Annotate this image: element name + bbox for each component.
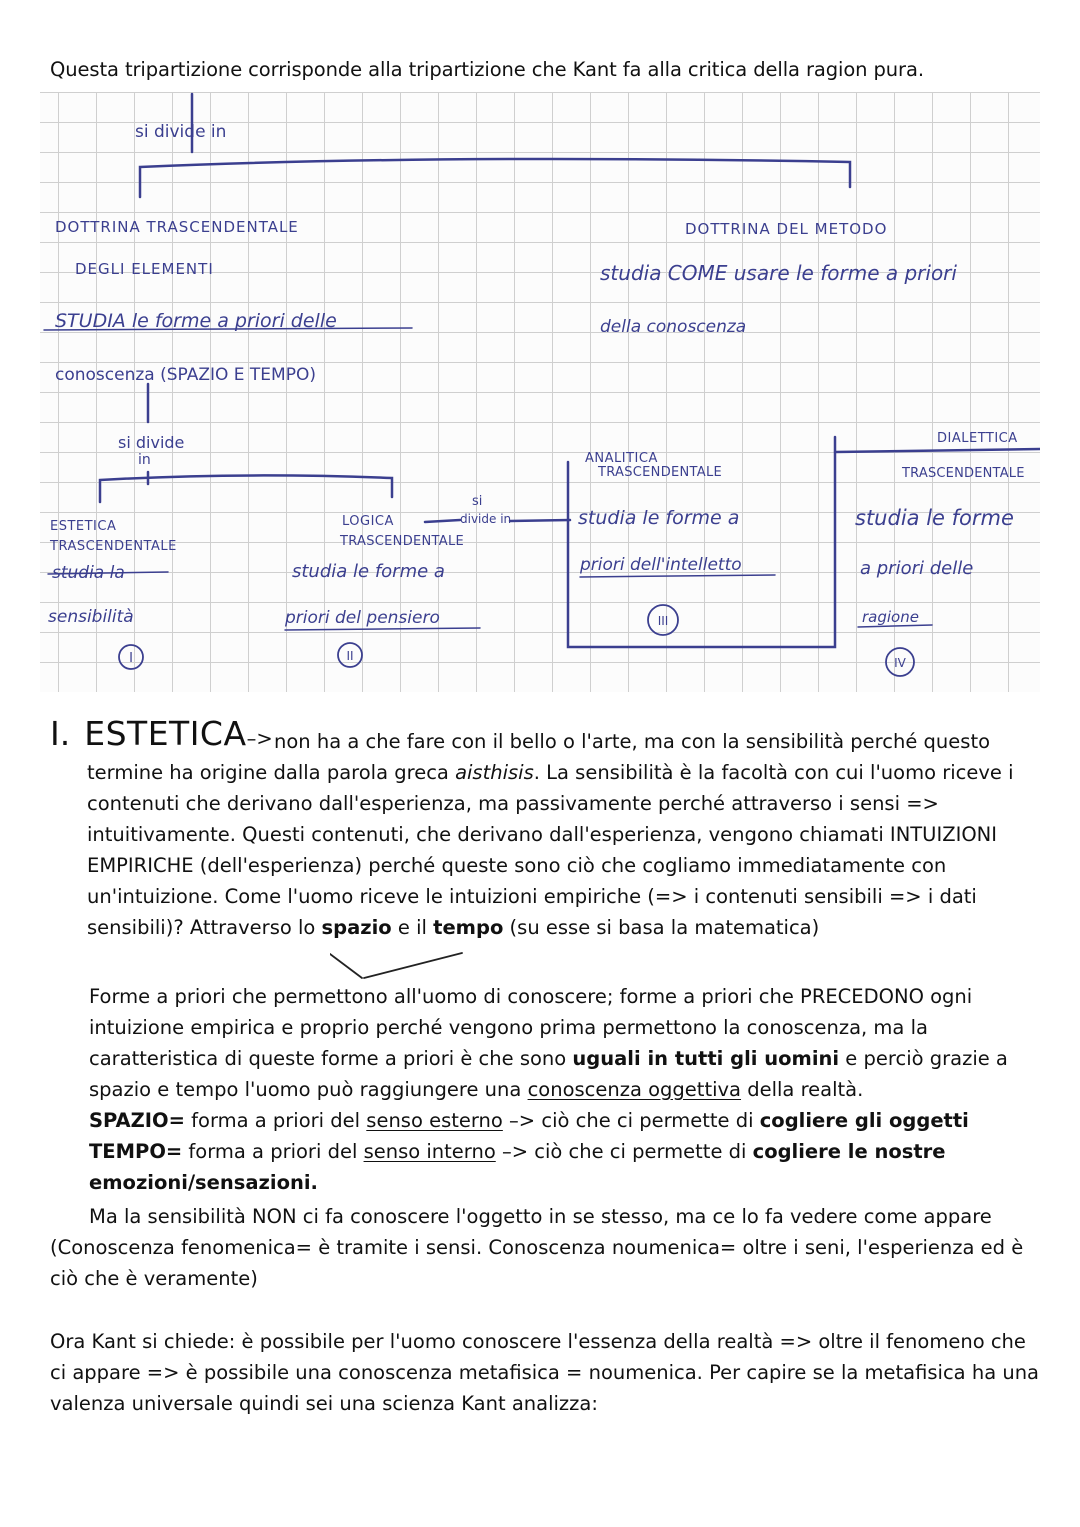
logica-title-2: TRASCENDENTALE [340, 534, 465, 549]
dialettica-title-1: DIALETTICA [937, 431, 1018, 446]
logica-divide-1: si [472, 494, 483, 509]
logica-divide-2: divide in [460, 512, 512, 526]
p1-text-c: e il [391, 916, 434, 939]
estetica-title-2: TRASCENDENTALE [50, 539, 177, 554]
analitica-number: III [657, 614, 669, 628]
logica-desc-1: studia le forme a [292, 561, 445, 582]
paragraph-estetica [87, 726, 1047, 943]
estetica-title-1: ESTETICA [50, 519, 117, 534]
logica-desc-2: priori del pensiero [285, 608, 440, 628]
section-number: I. [50, 714, 71, 753]
sub-divide-label-2: in [138, 452, 151, 468]
doctrine-elements-title-1: DOTTRINA TRASCENDENTALE [55, 218, 299, 236]
section-title: ESTETICA [84, 714, 247, 753]
sub-divide-label-1: si divide [118, 433, 185, 452]
p3-text-a: Ma la sensibilità NON ci fa conoscere l'oggetto in se stesso, ma ce lo fa vedere come appare [89, 1205, 992, 1228]
p1-italic: aisthisis [455, 761, 534, 784]
dialettica-number: IV [894, 656, 906, 670]
dialettica-desc-1: studia le forme [855, 506, 1014, 530]
dialettica-desc-3: ragione [862, 608, 919, 626]
p1-text-a: non ha a che fare con il bello o l'arte, ma con la sensibilità perché questo termine ha origine dalla parola greca [87, 730, 991, 784]
top-label: si divide in [135, 122, 227, 142]
p2-text-b: e perciò grazie a spazio e tempo l'uomo può raggiungere una [89, 1047, 1008, 1101]
analitica-title-2: TRASCENDENTALE [598, 465, 723, 480]
logica-title-1: LOGICA [342, 514, 394, 529]
logica-number: II [346, 649, 354, 663]
p2-underline: conoscenza oggettiva [527, 1078, 742, 1101]
p1-text-b: . La sensibilità è la facoltà con cui l'uomo riceve i contenuti che derivano dall'esperienza, ma passivamente perché attraverso i sensi => intuitivamente. Questi contenuti, che derivano dall'esperienza, vengono chiamati INTUIZIONI EMPIRICHE (dell'esperienza) perché queste sono ciò che cogliamo immediatamente con un'intuizione. Come l'uomo riceve le intuizioni empiriche (=> i contenuti sensibili => i dati sensibili)? Attraverso lo [87, 761, 1014, 939]
doctrine-elements-title-2: DEGLI ELEMENTI [75, 260, 214, 278]
doctrine-method-desc-1: studia COME usare le forme a priori [600, 261, 957, 285]
estetica-number: I [129, 651, 133, 666]
section-arrow: –> [246, 727, 273, 750]
dialettica-title-2: TRASCENDENTALE [902, 466, 1025, 481]
analitica-desc-1: studia le forme a [578, 507, 740, 529]
paragraph-forme [89, 981, 1049, 1198]
analitica-title-1: ANALITICA [585, 451, 658, 466]
dialettica-desc-2: a priori delle [860, 558, 974, 579]
handwritten-diagram [40, 92, 1040, 692]
tempo-definition: TEMPO= forma a priori del senso interno –> ciò che ci permette di cogliere le nostre emozioni/sensazioni. [89, 1140, 946, 1194]
spazio-definition: SPAZIO= forma a priori del senso esterno –> ciò che ci permette di cogliere gli oggetti [89, 1109, 969, 1132]
analitica-desc-2: priori dell'intelletto [580, 555, 742, 575]
estetica-desc-1: studia la [52, 563, 125, 583]
p1-bold-tempo: tempo [433, 916, 504, 939]
paragraph-metafisica [50, 1326, 1040, 1419]
paragraph-fenomeno [50, 1201, 1040, 1294]
p2-text-a: Forme a priori che permettono all'uomo di conoscere; forme a priori che PRECEDONO ogni intuizione empirica e proprio perché vengono prima permettono la conoscenza, ma la caratteristica di queste forme a priori è che sono [89, 985, 973, 1070]
p1-bold-spazio: spazio [321, 916, 392, 939]
doctrine-elements-desc-2: conoscenza (SPAZIO E TEMPO) [55, 365, 316, 385]
doctrine-method-desc-2: della conoscenza [600, 317, 747, 337]
doctrine-elements-desc-1: STUDIA le forme a priori delle [55, 310, 337, 332]
estetica-desc-2: sensibilità [48, 607, 134, 627]
p2-bold: uguali in tutti gli uomini [572, 1047, 840, 1070]
doctrine-method-title: DOTTRINA DEL METODO [685, 220, 888, 238]
p3-text-b: (Conoscenza fenomenica= è tramite i sensi. Conoscenza noumenica= oltre i seni, l'esperienza ed è ciò che è veramente) [50, 1236, 1024, 1290]
p4-text: Ora Kant si chiede: è possibile per l'uomo conoscere l'essenza della realtà => oltre il fenomeno che ci appare => è possibile una conoscenza metafisica = noumenica. Per capire se la metafisica ha una valenza universale quindi sei una scienza Kant analizza: [50, 1330, 1040, 1415]
p2-text-c: della realtà. [741, 1078, 864, 1101]
p1-text-d: (su esse si basa la matematica) [503, 916, 820, 939]
diagram-drawing [40, 92, 1040, 692]
intro-text: Questa tripartizione corrisponde alla tripartizione che Kant fa alla critica della ragion pura. [50, 58, 924, 81]
